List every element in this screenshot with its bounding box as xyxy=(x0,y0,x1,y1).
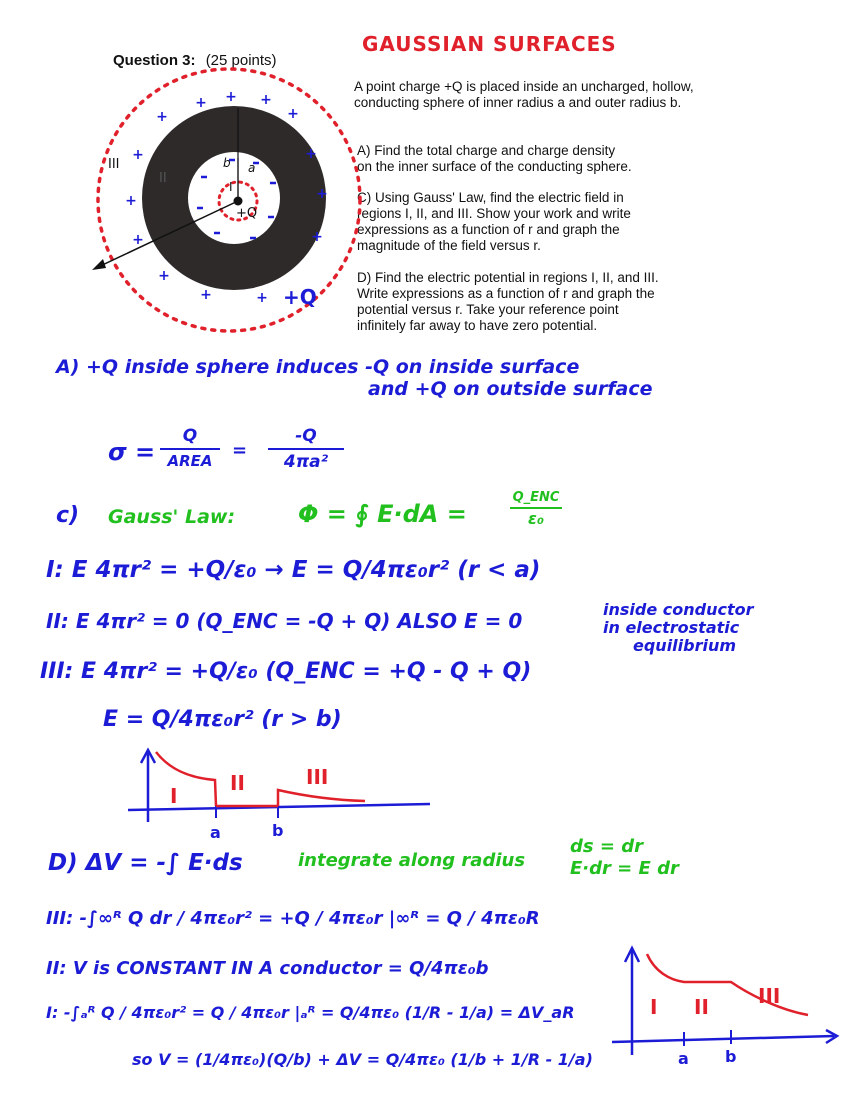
region-2-field-eq: II: E 4πr² = 0 (Q_ENC = -Q + Q) ALSO E = 0 xyxy=(46,609,523,633)
potential-graph-region-2: II xyxy=(694,995,709,1019)
region-3-potential: III: -∫∞ᴿ Q dr / 4πε₀r² = +Q / 4πε₀r |∞ᴿ = Q / 4πε₀R xyxy=(46,908,540,929)
conductor-note-line: inside conductor xyxy=(603,600,754,619)
plus-charge: + xyxy=(305,146,317,162)
region-3-field-result: E = Q/4πε₀r² (r > b) xyxy=(103,707,342,732)
gauss-numerator: Q_ENC xyxy=(510,490,562,509)
part-a-line: A) Find the total charge and charge density xyxy=(357,143,616,158)
solution-a-line1: A) +Q inside sphere induces -Q on inside surface xyxy=(56,356,580,378)
field-graph-tick-b-label: b xyxy=(272,821,284,840)
part-c-line: magnitude of the field versus r. xyxy=(357,238,541,253)
gauss-law-label: Gauss' Law: xyxy=(108,506,236,528)
plus-charge: + xyxy=(225,89,237,105)
plus-charge: + xyxy=(200,287,212,303)
plus-charge: + xyxy=(125,193,137,209)
conductor-note-line: equilibrium xyxy=(633,636,737,655)
region-2-label: II xyxy=(159,171,167,186)
center-charge-label: +Q xyxy=(236,206,258,221)
part-c-line: C) Using Gauss' Law, find the electric field in xyxy=(357,190,624,205)
potential-graph-x-axis xyxy=(612,1036,834,1042)
potential-definition: D) ΔV = -∫ E·ds xyxy=(48,850,243,876)
sigma-numerator: -Q xyxy=(268,426,344,450)
question-number: Question 3: xyxy=(113,52,196,69)
plus-charge: + xyxy=(256,290,268,306)
potential-graph-region-3: III xyxy=(758,984,781,1008)
part-d-line: D) Find the electric potential in regions I, II, and III. xyxy=(357,270,659,285)
field-graph-tick-a-label: a xyxy=(210,823,221,842)
gauss-denominator: ε₀ xyxy=(528,509,544,528)
region-1-potential: I: -∫ₐᴿ Q / 4πε₀r² = Q / 4πε₀r |ₐᴿ = Q/4πε₀ (1/R - 1/a) = ΔV_aR xyxy=(46,1003,575,1022)
plus-charge: + xyxy=(287,106,299,122)
sigma-denominator: AREA xyxy=(167,452,213,470)
part-a-line: on the inner surface of the conducting sphere. xyxy=(357,159,632,174)
sigma-denominator: 4πa² xyxy=(283,452,329,472)
gaussian-surfaces-annotation: GAUSSIAN SURFACES xyxy=(362,32,617,56)
part-c-line: expressions as a function of r and graph the xyxy=(357,222,620,237)
potential-graph-tick-a-label: a xyxy=(678,1049,689,1068)
label-b: b xyxy=(223,156,231,170)
solution-c-label: c) xyxy=(56,503,80,528)
plus-charge: + xyxy=(316,186,328,202)
total-potential: so V = (1/4πε₀)(Q/b) + ΔV = Q/4πε₀ (1/b + 1/R - 1/a) xyxy=(132,1050,593,1069)
ds-dr-line: E·dr = E dr xyxy=(570,858,679,879)
part-d-line: infinitely far away to have zero potential. xyxy=(357,318,598,333)
sigma-lhs: σ = xyxy=(108,438,156,466)
intro-line: conducting sphere of inner radius a and outer radius b. xyxy=(354,95,682,110)
ds-dr-line: ds = dr xyxy=(570,836,643,857)
solution-a-line2: and +Q on outside surface xyxy=(368,378,653,400)
potential-curve xyxy=(647,954,808,1015)
intro-line: A point charge +Q is placed inside an uncharged, hollow, xyxy=(354,79,694,94)
gauss-law-equation: Φ = ∮ E·dA = xyxy=(298,500,467,528)
field-graph-region-1: I xyxy=(170,784,178,808)
region-2-potential: II: V is CONSTANT IN A conductor = Q/4πε₀b xyxy=(46,958,489,979)
part-c-line: regions I, II, and III. Show your work and write xyxy=(357,206,631,221)
integrate-note: integrate along radius xyxy=(298,850,526,871)
field-graph-region-3: III xyxy=(306,765,329,789)
plus-charge: + xyxy=(132,232,144,248)
plus-charge: + xyxy=(156,109,168,125)
potential-graph-tick-b-label: b xyxy=(725,1047,737,1066)
plus-charge: + xyxy=(260,92,272,108)
conductor-note-line: in electrostatic xyxy=(603,618,740,637)
part-d-line: Write expressions as a function of r and graph the xyxy=(357,286,655,301)
plus-charge: + xyxy=(311,229,323,245)
potential-graph-region-1: I xyxy=(650,995,658,1019)
sigma-equals: = xyxy=(232,440,248,461)
outer-charge-label: +Q xyxy=(283,285,317,309)
question-points: (25 points) xyxy=(205,52,277,69)
plus-charge: + xyxy=(195,95,207,111)
region-3-label: III xyxy=(108,157,120,172)
plus-charge: + xyxy=(158,268,170,284)
label-a: a xyxy=(248,161,256,175)
region-1-label: I xyxy=(229,180,233,194)
region-3-field-eq: III: E 4πr² = +Q/ε₀ (Q_ENC = +Q - Q + Q) xyxy=(40,659,532,684)
plus-charge: + xyxy=(132,147,144,163)
field-graph-region-2: II xyxy=(230,771,245,795)
sigma-numerator: Q xyxy=(160,426,220,450)
part-d-line: potential versus r. Take your reference point xyxy=(357,302,619,317)
region-1-field-eq: I: E 4πr² = +Q/ε₀ → E = Q/4πε₀r² (r < a) xyxy=(46,557,541,583)
